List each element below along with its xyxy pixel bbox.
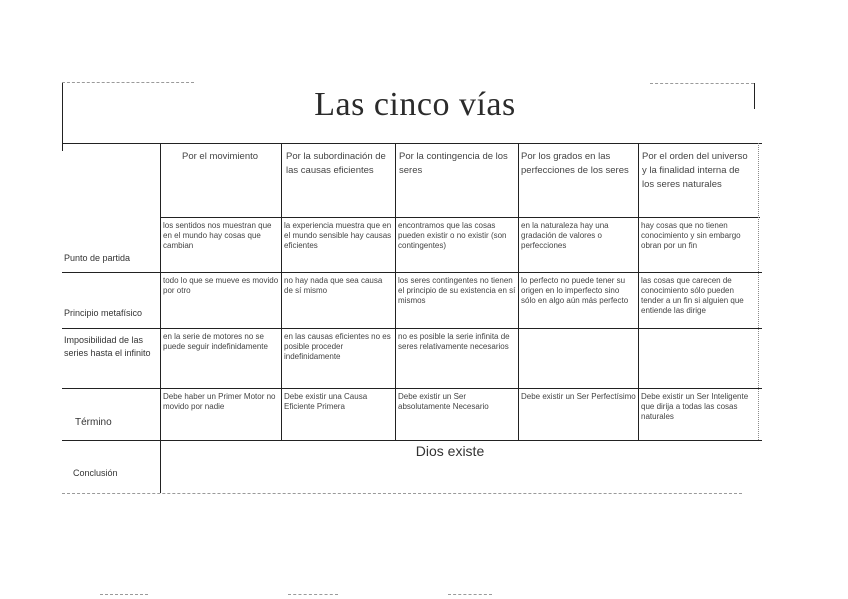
cell-imposibilidad-causas: en las causas eficientes no es posible proceder indefinidamente	[284, 332, 391, 361]
row-label-punto-de-partida: Punto de partida	[64, 253, 131, 263]
row-label-termino: Término	[75, 417, 112, 428]
cell-principio-grados: lo perfecto no puede tener su origen en lo imperfecto sino sólo en algo aún más perfecto	[521, 276, 629, 305]
cell-imposibilidad-orden	[641, 332, 755, 386]
cell-punto-causas: la experiencia muestra que en el mundo sensible hay causas eficientes	[284, 221, 392, 250]
cell-termino-orden: Debe existir un Ser Inteligente que dirija a todas las cosas naturales	[641, 392, 749, 421]
frame-right-edge	[754, 83, 755, 109]
footer-dash-2	[288, 594, 338, 595]
col-line-5	[758, 143, 759, 440]
row-line-2	[62, 272, 762, 273]
row-line-5	[62, 440, 762, 441]
col-header-grados: Por los grados en las perfecciones de los seres	[521, 151, 629, 176]
col-line-4	[638, 143, 639, 440]
frame-top-left-dash	[62, 82, 194, 83]
row-line-header	[62, 143, 762, 144]
col-line-1	[281, 143, 282, 440]
row-label-imposibilidad: Imposibilidad de las series hasta el infinito	[64, 335, 151, 358]
cell-punto-contingencia: encontramos que las cosas pueden existir o no existir (son contingentes)	[398, 221, 507, 250]
footer-dash-3	[448, 594, 492, 595]
row-line-4	[62, 388, 762, 389]
conclusion-text: Dios existe	[415, 443, 485, 459]
col-header-movimiento: Por el movimiento	[182, 151, 259, 162]
col-header-orden: Por el orden del universo y la finalidad interna de los seres naturales	[642, 151, 748, 190]
cell-principio-orden: las cosas que carecen de conocimiento sólo pueden tender a un fin si alguien que entiende las dirige	[641, 276, 744, 315]
frame-left-edge	[62, 83, 63, 151]
col-line-2	[395, 143, 396, 440]
col-line-3	[518, 143, 519, 440]
cell-punto-movimiento: los sentidos nos muestran que en el mundo hay cosas que cambian	[163, 221, 272, 250]
row-label-conclusion: Conclusión	[73, 468, 118, 478]
cell-imposibilidad-movimiento: en la serie de motores no se puede seguir indefinidamente	[163, 332, 268, 351]
cell-principio-contingencia: los seres contingentes no tienen el principio de su existencia en sí mismos	[398, 276, 516, 305]
cell-imposibilidad-contingencia: no es posible la serie infinita de seres relativamente necesarios	[398, 332, 510, 351]
cell-termino-contingencia: Debe existir un Ser absolutamente Necesario	[398, 392, 489, 411]
cell-imposibilidad-grados	[521, 332, 636, 386]
cell-principio-causas: no hay nada que sea causa de sí mismo	[284, 276, 383, 295]
row-line-3	[62, 328, 762, 329]
col-line-0	[160, 143, 161, 493]
cell-punto-grados: en la naturaleza hay una gradación de valores o perfecciones	[521, 221, 609, 250]
cell-termino-movimiento: Debe haber un Primer Motor no movido por nadie	[163, 392, 276, 411]
cell-termino-grados: Debe existir un Ser Perfectísimo	[521, 392, 636, 401]
frame-top-right-dash	[650, 83, 754, 84]
row-line-1	[160, 217, 760, 218]
col-header-contingencia: Por la contingencia de los seres	[399, 151, 508, 176]
cell-termino-causas: Debe existir una Causa Eficiente Primera	[284, 392, 368, 411]
cell-punto-orden: hay cosas que no tienen conocimiento y sin embargo obran por un fin	[641, 221, 741, 250]
col-header-causas: Por la subordinación de las causas eficientes	[286, 151, 386, 176]
cell-principio-movimiento: todo lo que se mueve es movido por otro	[163, 276, 279, 295]
page-title: Las cinco vías	[314, 86, 516, 123]
row-line-bottom	[62, 493, 742, 494]
row-label-principio: Principio metafísico	[64, 308, 143, 318]
footer-dash-1	[100, 594, 148, 595]
